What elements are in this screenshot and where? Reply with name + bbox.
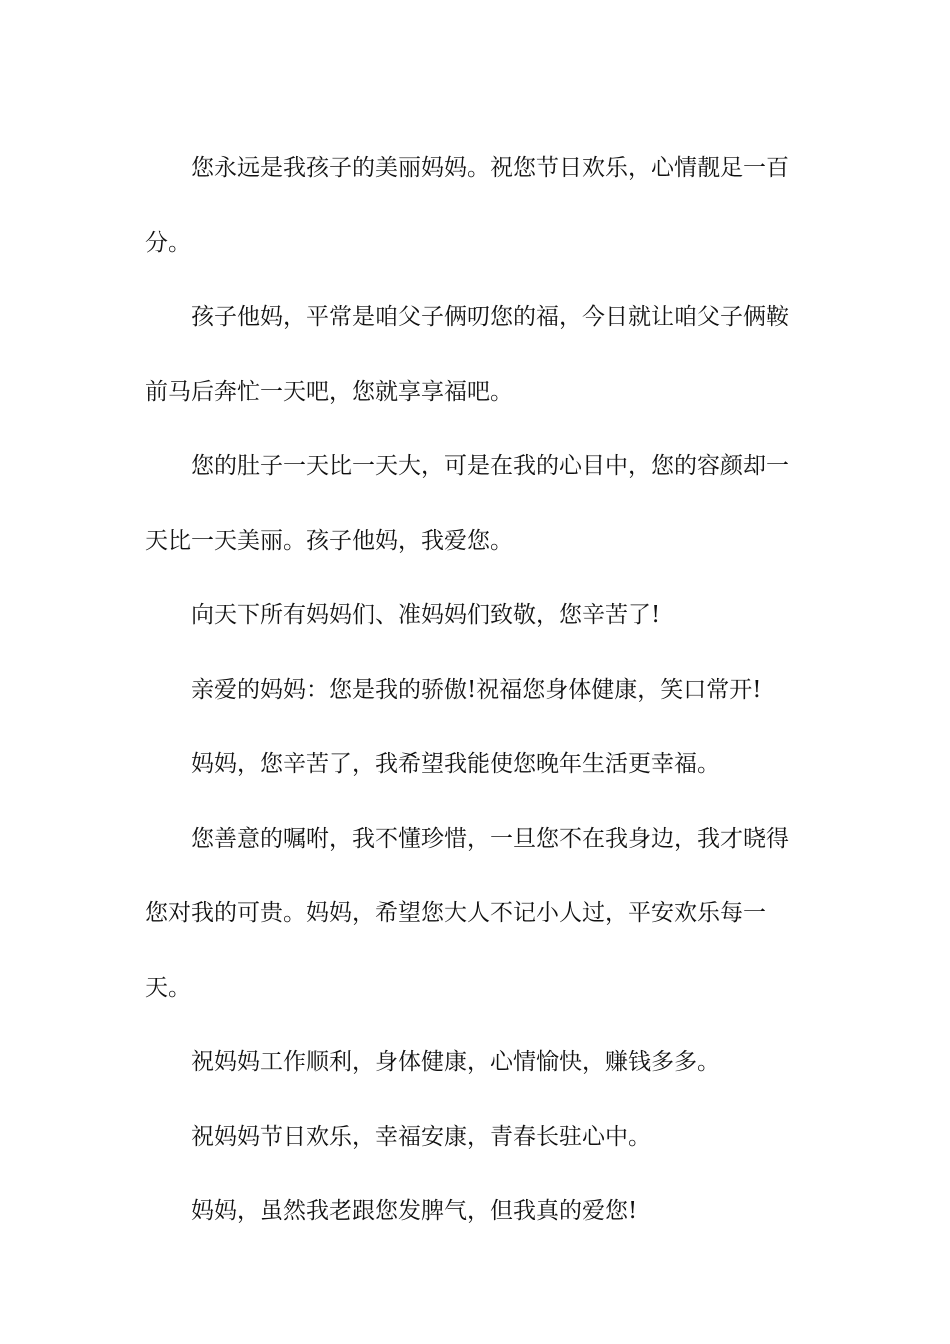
paragraph: 孩子他妈，平常是咱父子俩叨您的福，今日就让咱父子俩鞍前马后奔忙一天吧，您就享享福吧。	[145, 304, 789, 405]
paragraph: 亲爱的妈妈：您是我的骄傲!祝福您身体健康，笑口常开!	[191, 676, 762, 703]
paragraph: 妈妈，您辛苦了，我希望我能使您晚年生活更幸福。	[191, 751, 720, 777]
paragraph: 您的肚子一天比一天大，可是在我的心目中，您的容颜却一天比一天美丽。孩子他妈，我爱您。	[145, 453, 789, 554]
paragraph: 您善意的嘱咐，我不懂珍惜，一旦您不在我身边，我才晓得您对我的可贵。妈妈，希望您大人不记小人过，平安欢乐每一天。	[145, 825, 789, 1001]
paragraph: 向天下所有妈妈们、准妈妈们致敬，您辛苦了!	[191, 602, 661, 628]
paragraph: 祝妈妈工作顺利，身体健康，心情愉快，赚钱多多。	[191, 1049, 720, 1075]
paragraph: 祝妈妈节日欢乐，幸福安康，青春长驻心中。	[191, 1123, 651, 1150]
paragraph: 您永远是我孩子的美丽妈妈。祝您节日欢乐，心情靓足一百分。	[145, 155, 789, 256]
paragraph: 妈妈，虽然我老跟您发脾气，但我真的爱您!	[191, 1198, 638, 1224]
document-body	[145, 131, 805, 1249]
